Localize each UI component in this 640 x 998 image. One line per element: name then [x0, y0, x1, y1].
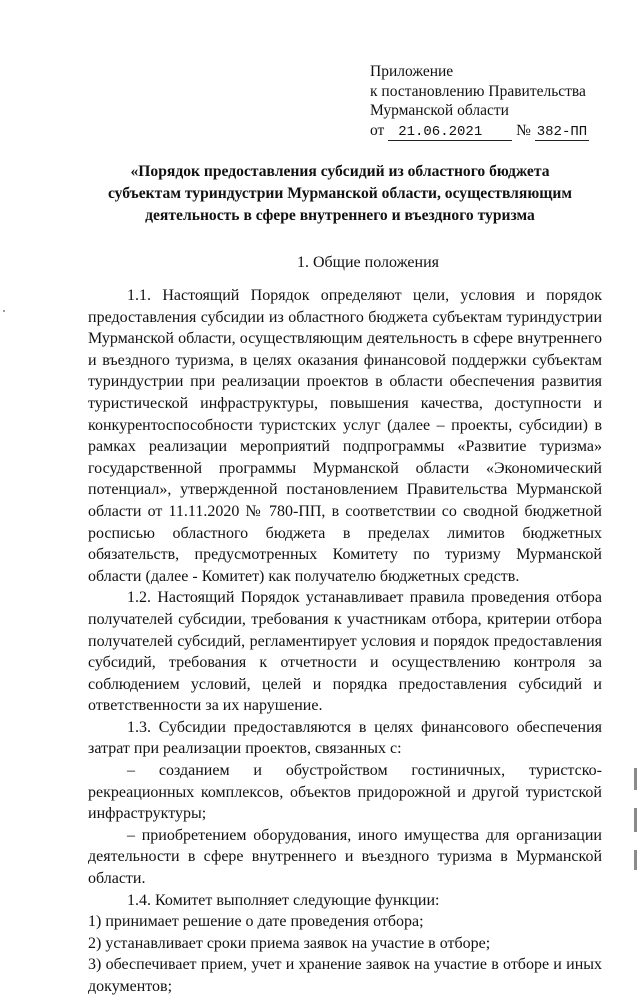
- approval-line-date-number: [370, 121, 589, 141]
- title-line-2: субъектам туриндустрии Мурманской области, осуществляющим: [107, 185, 573, 202]
- function-item-3: 3) обеспечивает прием, учет и хранение заявок на участие в отборе и иных документов;: [88, 956, 602, 995]
- list-item-equipment: – приобретением оборудования, иного имущества для организации деятельности в сфере внутреннего и въездного туризма в Мурманской области.: [88, 826, 602, 888]
- paragraph-1-3: 1.3. Субсидии предоставляются в целях финансового обеспечения затрат при реализации проектов, связанных с:: [88, 718, 602, 758]
- approval-date: 21.06.2021: [388, 125, 512, 141]
- document-title: [60, 161, 620, 227]
- approval-from-label: от: [370, 121, 385, 139]
- paragraph-1-1: 1.1. Настоящий Порядок определяют цели, условия и порядок предоставления субсидии из областного бюджета субъектам туриндустрии Мурманской области, осуществляющим деятельность в сфере внутреннего и въездного туризма, в целях оказания финансовой поддержки субъектам туриндустрии при реализации проектов в области обеспечения развития туристической инфраструктуры, повышения качества, доступности и конкурентоспособности туристских услуг (далее – проекты, субсидии) в рамках реализации мероприятий подпрограммы «Развитие туризма» государственной программы Мурманской области «Экономический потенциал», утвержденной постановлением Правительства Мурманской области от 11.11.2020 № 780-ПП, в соответствии со сводной бюджетной росписью областного бюджета в пределах лимитов бюджетных обязательств, предусмотренных Комитету по туризму Мурманской области (далее - Комитет) как получателю бюджетных средств.: [88, 287, 602, 585]
- section-heading: 1. Общие положения: [296, 254, 440, 271]
- function-item-2: 2) устанавливает сроки приема заявок на участие в отборе;: [88, 934, 491, 952]
- approval-number-label: №: [516, 121, 531, 139]
- paragraph-1-2: 1.2. Настоящий Порядок устанавливает правила проведения отбора получателей субсидии, требования к участникам отбора, критерии отбора получателей субсидий, регламентирует условия и порядок предоставления субсидий, требования к отчетности и осуществлению контроля за соблюдением условий, целей и порядка предоставления субсидий и ответственности за их нарушение.: [88, 589, 602, 715]
- approval-line-appendix: Приложение: [370, 63, 454, 80]
- document-body: [88, 285, 602, 998]
- approval-block: [370, 62, 589, 141]
- function-item-1: 1) принимает решение о дате проведения отбора;: [88, 913, 424, 931]
- scan-edge-mark: [634, 768, 637, 790]
- scan-speck: [3, 310, 5, 312]
- list-item-construction: – созданием и обустройством гостиничных, туристско-рекреационных комплексов, объектов придорожной и другой туристской инфраструктуры;: [88, 762, 602, 823]
- scan-edge-mark: [634, 808, 637, 832]
- approval-number: 382-ПП: [536, 123, 588, 140]
- paragraph-1-4: 1.4. Комитет выполняет следующие функции:: [127, 891, 440, 909]
- title-line-1: «Порядок предоставления субсидий из областного бюджета: [130, 163, 550, 180]
- scan-edge-mark: [634, 850, 637, 870]
- approval-line-region: Мурманской области: [370, 102, 509, 119]
- title-line-3: деятельность в сфере внутреннего и въездного туризма: [145, 207, 535, 224]
- approval-line-resolution: к постановлению Правительства: [370, 82, 586, 100]
